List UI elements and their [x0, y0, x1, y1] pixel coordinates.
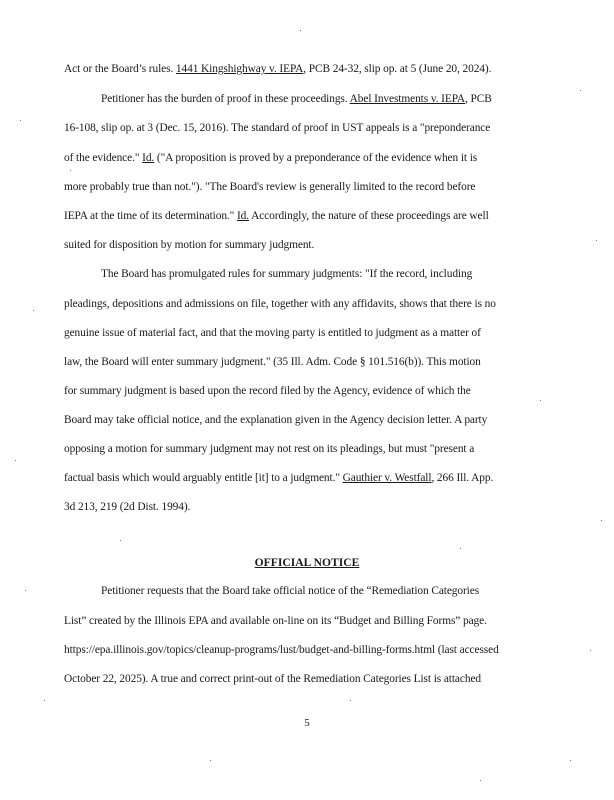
text-span: October 22, 2025). A true and correct print-out of the Remediation Categories List is attached: [64, 673, 481, 685]
scan-speck: [120, 540, 121, 541]
text-line: [64, 471, 493, 485]
text-line: [64, 500, 190, 514]
text-line: [64, 442, 474, 456]
case-citation: Gauthier v. Westfall: [342, 472, 432, 484]
text-line: [64, 180, 475, 194]
scan-speck: [590, 650, 591, 651]
text-line: [64, 413, 487, 427]
scan-speck: [300, 30, 301, 31]
scan-speck: [580, 90, 581, 91]
case-citation: 1441 Kingshighway v. IEPA: [175, 63, 304, 75]
text-span: Act or the Board’s rules.: [64, 63, 176, 75]
text-span: suited for disposition by motion for summary judgment.: [64, 239, 315, 251]
scan-speck: [25, 590, 26, 591]
text-span: , PCB 24-32, slip op. at 5 (June 20, 2024).: [303, 63, 492, 75]
text-span: pleadings, depositions and admissions on file, together with any affidavits, shows that there is no: [64, 298, 496, 310]
scan-speck: [20, 120, 21, 121]
text-span: IEPA at the time of its determination.": [64, 210, 237, 222]
page-number: 5: [304, 717, 310, 729]
text-line: [64, 151, 477, 165]
scan-speck: [70, 170, 71, 171]
text-line: [64, 643, 499, 657]
text-line: [64, 62, 491, 76]
text-span: 16-108, slip op. at 3 (Dec. 15, 2016). The standard of proof in UST appeals is a "preponderance: [64, 122, 491, 134]
scan-speck: [33, 310, 34, 311]
text-line: [101, 267, 472, 281]
text-line: [101, 92, 492, 106]
text-line: [64, 384, 471, 398]
scan-speck: [540, 400, 541, 401]
text-span: https://epa.illinois.gov/topics/cleanup-programs/lust/budget-and-billing-forms.html (last accessed: [64, 644, 499, 656]
text-span: opposing a motion for summary judgment may not rest on its pleadings, but must "present a: [64, 443, 475, 455]
text-span: Accordingly, the nature of these proceedings are well: [249, 210, 489, 222]
scan-speck: [15, 460, 16, 461]
text-span: for summary judgment is based upon the record filed by the Agency, evidence of which the: [64, 385, 471, 397]
case-citation: Id.: [142, 152, 155, 164]
case-citation: Abel Investments v. IEPA: [349, 93, 466, 105]
text-span: ("A proposition is proved by a preponderance of the evidence when it is: [154, 152, 478, 164]
text-span: , PCB: [465, 93, 492, 105]
text-span: genuine issue of material fact, and that the moving party is entitled to judgment as a matter of: [64, 327, 481, 339]
text-span: The Board has promulgated rules for summary judgments: "If the record, including: [101, 268, 473, 280]
text-line: [64, 614, 487, 628]
text-span: List” created by the Illinois EPA and available on-line on its “Budget and Billing Forms” page.: [64, 615, 487, 627]
text-span: more probably true than not."). "The Board's review is generally limited to the record before: [64, 181, 476, 193]
scan-speck: [596, 240, 597, 241]
text-span: , 266 Ill. App.: [431, 472, 494, 484]
text-span: Board may take official notice, and the explanation given in the Agency decision letter. A party: [64, 414, 488, 426]
text-span: law, the Board will enter summary judgment." (35 Ill. Adm. Code § 101.516(b)). This motion: [64, 356, 481, 368]
text-line: [101, 584, 479, 598]
text-span: Petitioner requests that the Board take official notice of the “Remediation Categories: [101, 585, 480, 597]
scan-speck: [350, 700, 351, 701]
scan-speck: [480, 780, 481, 781]
text-line: [64, 355, 481, 369]
text-line: [64, 297, 496, 311]
case-citation: Id.: [236, 210, 250, 222]
text-line: [64, 238, 314, 252]
text-span: 3d 213, 219 (2d Dist. 1994).: [64, 501, 191, 513]
text-line: [64, 121, 490, 135]
scan-speck: [460, 548, 461, 549]
text-line: [64, 326, 481, 340]
scan-speck: [44, 700, 45, 701]
scan-speck: [601, 520, 602, 521]
text-span: Petitioner has the burden of proof in these proceedings.: [101, 93, 350, 105]
scan-speck: [210, 760, 211, 761]
text-span: of the evidence.": [64, 152, 143, 164]
text-span: factual basis which would arguably entitle [it] to a judgment.": [64, 472, 343, 484]
text-line: [64, 672, 481, 686]
scan-speck: [570, 760, 571, 761]
text-line: [64, 209, 489, 223]
section-heading: OFFICIAL NOTICE: [254, 556, 360, 569]
